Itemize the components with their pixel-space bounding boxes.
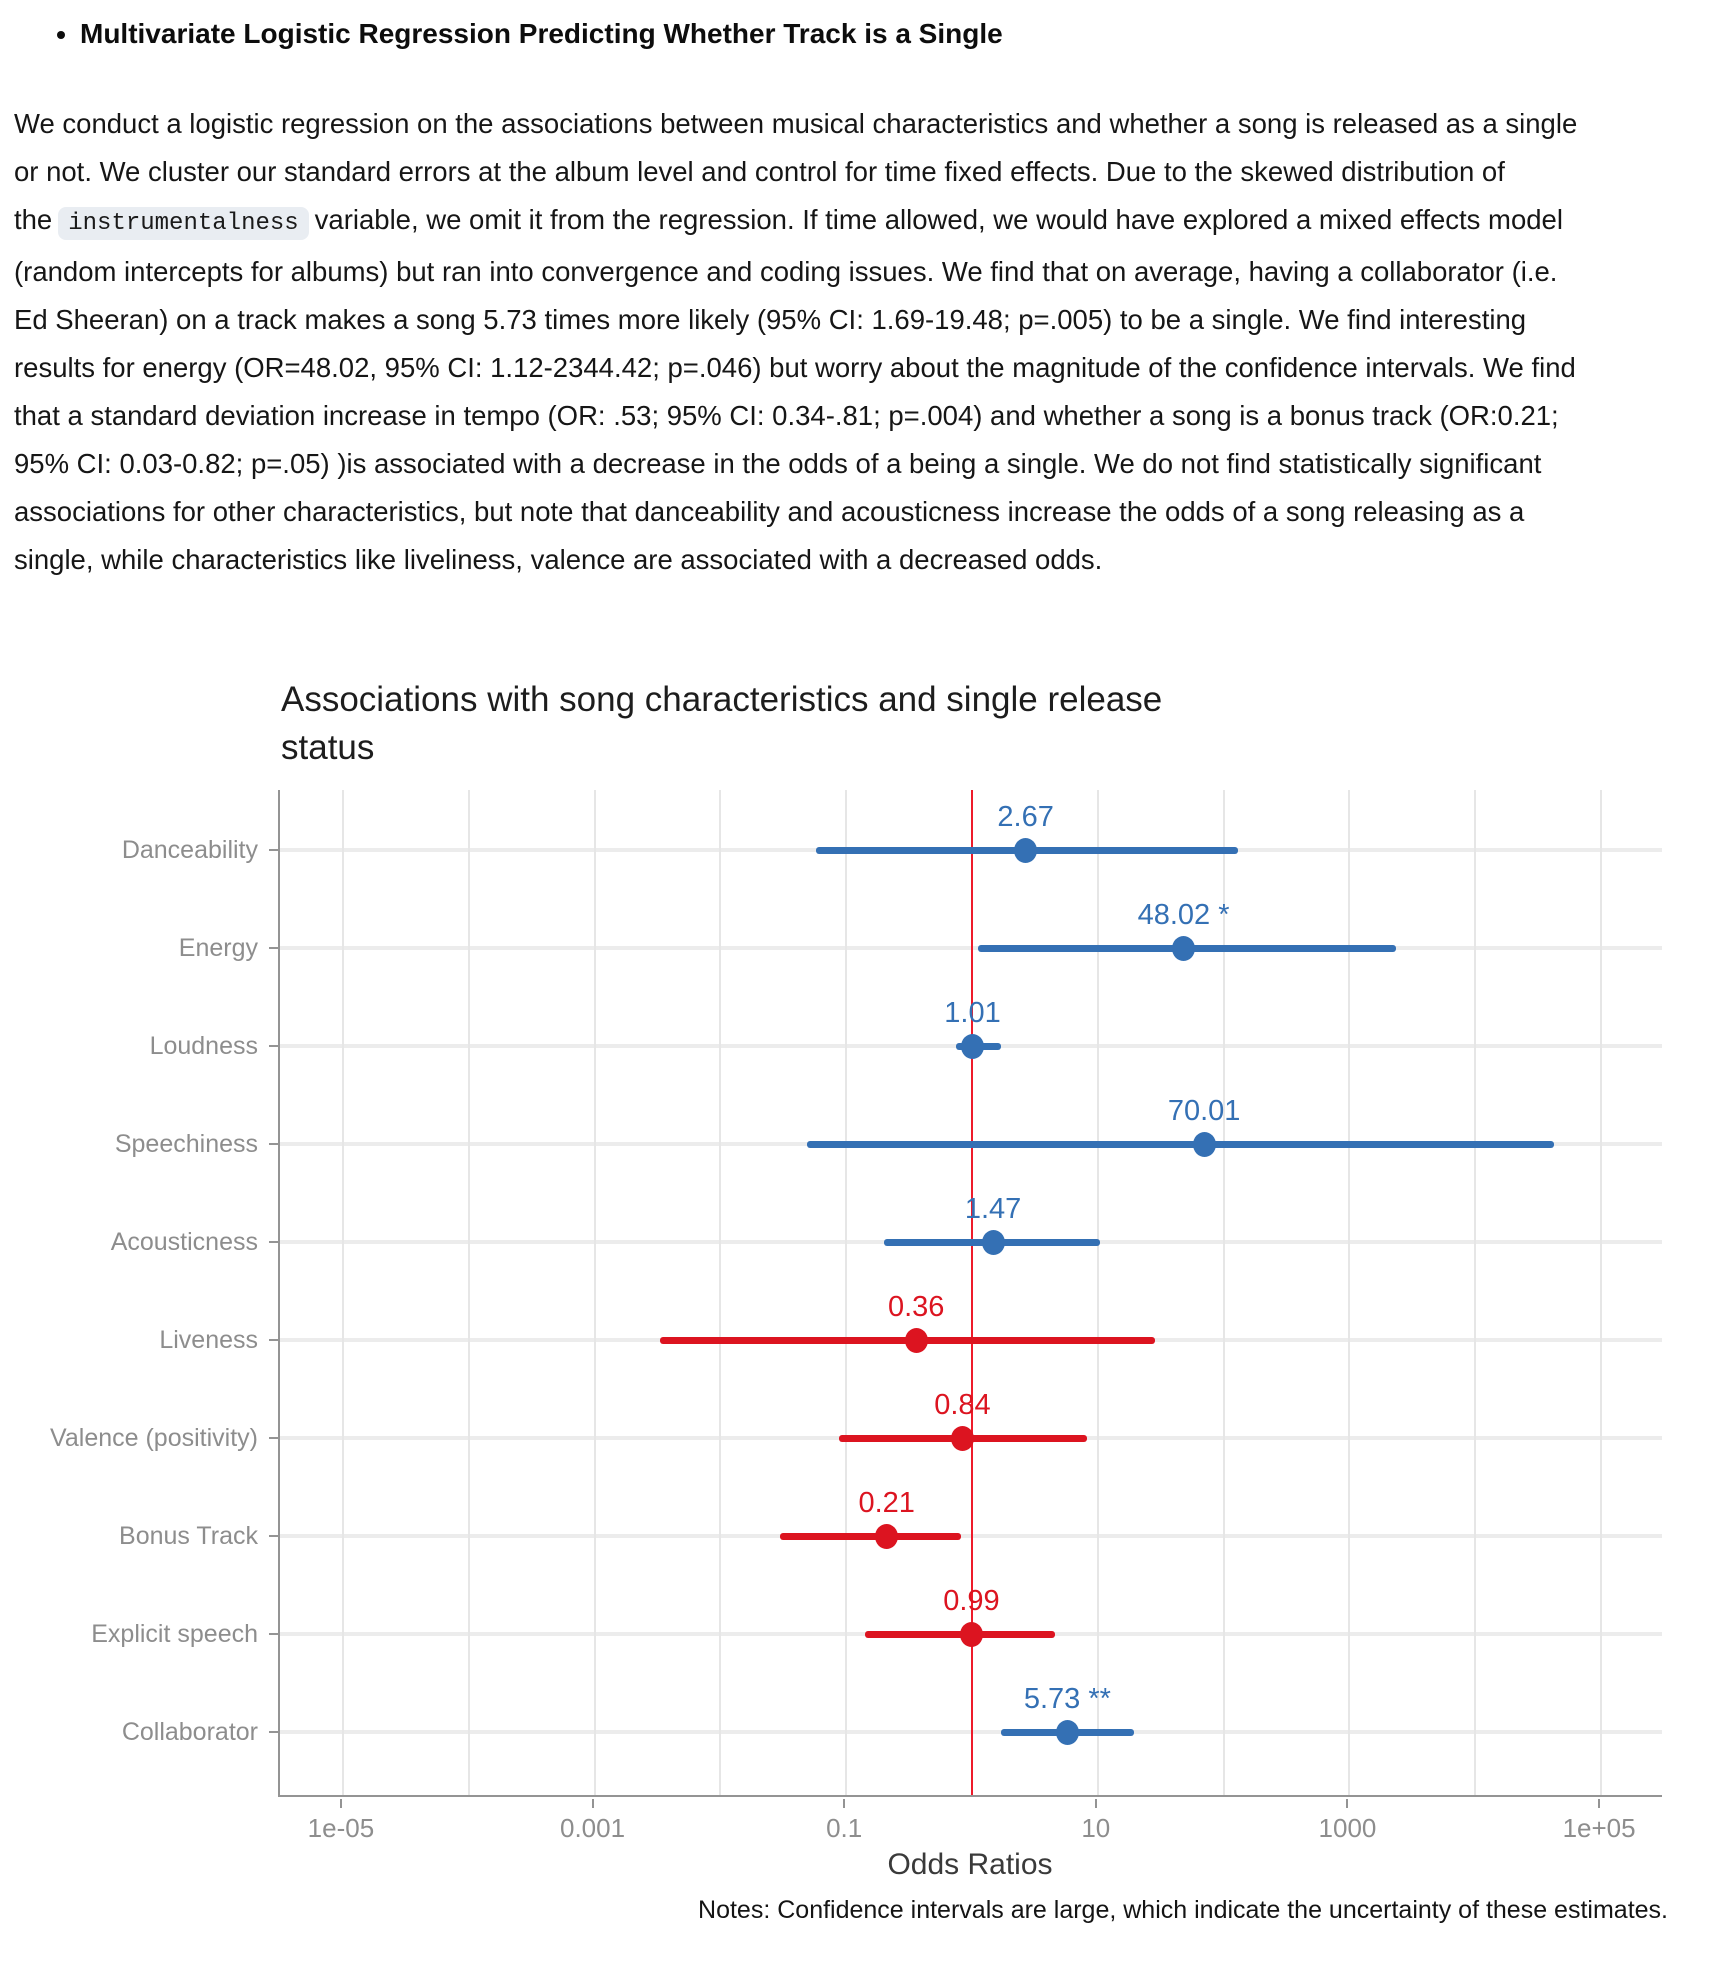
heading-list <box>24 14 1003 54</box>
y-axis-tick <box>269 1731 278 1733</box>
v-gridline <box>468 790 470 1795</box>
y-axis-tick <box>269 1143 278 1145</box>
or-value-label: 2.67 <box>997 801 1054 833</box>
or-point <box>1172 936 1195 961</box>
intro-paragraph <box>14 100 1586 584</box>
or-value-label: 70.01 <box>1167 1095 1241 1127</box>
y-axis-tick <box>269 1535 278 1537</box>
y-axis-tick <box>269 1437 278 1439</box>
or-point <box>982 1230 1005 1255</box>
y-axis-tick <box>269 1045 278 1047</box>
y-axis-tick-label: Energy <box>178 934 258 962</box>
v-gridline <box>594 790 596 1795</box>
y-axis-tick-label: Collaborator <box>121 1718 258 1746</box>
v-gridline <box>1097 790 1099 1795</box>
inline-code-instrumentalness: instrumentalness <box>58 207 308 240</box>
x-axis-tick <box>1095 1799 1097 1808</box>
y-axis-tick <box>269 947 278 949</box>
y-axis-tick <box>269 1241 278 1243</box>
or-value-label: 1.01 <box>944 997 1001 1029</box>
y-axis-tick <box>269 1633 278 1635</box>
y-axis-tick-label: Bonus Track <box>119 1522 258 1550</box>
y-axis-tick-label: Valence (positivity) <box>50 1424 258 1452</box>
v-gridline <box>342 790 344 1795</box>
or-point <box>875 1524 898 1549</box>
y-axis-tick-label: Explicit speech <box>91 1620 258 1648</box>
or-point <box>961 1034 984 1059</box>
ci-line <box>780 1533 961 1540</box>
y-axis-tick-label: Danceability <box>121 836 258 864</box>
or-point <box>960 1622 983 1647</box>
chart-title: Associations with song characteristics and single release status <box>281 680 1163 767</box>
y-axis-tick-label: Liveness <box>159 1326 258 1354</box>
x-axis-tick <box>340 1799 342 1808</box>
y-axis-tick-label: Acousticness <box>110 1228 258 1256</box>
section-heading: • Multivariate Logistic Regression Predicting Whether Track is a Single <box>80 14 1003 54</box>
or-value-label: 0.84 <box>934 1389 991 1421</box>
x-axis-tick <box>592 1799 594 1808</box>
y-axis-tick <box>269 849 278 851</box>
or-value-label: 5.73 ** <box>1023 1683 1111 1715</box>
x-axis-tick <box>1346 1799 1348 1808</box>
y-axis-tick-label: Loudness <box>149 1032 258 1060</box>
y-axis-tick <box>269 1339 278 1341</box>
or-point <box>905 1328 928 1353</box>
or-point <box>951 1426 974 1451</box>
or-value-label: 0.36 <box>887 1291 945 1323</box>
x-axis-tick-label: 10 <box>1081 1813 1111 1843</box>
x-axis-label: Odds Ratios <box>887 1848 1053 1881</box>
intro-text-part2: variable, we omit it from the regression. If time allowed, we would have explored a mixed effects model (random intercepts for albums) but ran into convergence and coding issues. We find that on average, having a collaborator (i.e. Ed Sheeran) on a track makes a song 5.73 times more likely (95% CI: 1.69-19.48; p=.005) to be a single. We find interesting results for energy (OR=48.02, 95% CI: 1.12-2344.42; p=.046) but worry about the magnitude of the confidence intervals. We find that a standard deviation increase in tempo (OR: .53; 95% CI: 0.34-.81; p=.004) and whether a song is a bonus track (OR:0.21; 95% CI: 0.03-0.82; p=.05) )is associated with a decrease in the odds of a being a single. We do not find statistically significant associations for other characteristics, but note that danceability and acousticness increase the odds of a song releasing as a single, while characteristics like liveliness, valence are associated with a decreased odds. <box>14 204 1576 575</box>
or-value-label: 0.99 <box>943 1585 1000 1617</box>
or-value-label: 48.02 * <box>1137 899 1230 931</box>
ci-line <box>807 1141 1553 1148</box>
x-axis-tick-label: 0.001 <box>560 1813 626 1843</box>
chart-caption: Notes: Confidence intervals are large, which indicate the uncertainty of these estimates. <box>698 1896 1668 1924</box>
chart-panel <box>278 790 1662 1797</box>
x-axis-tick-label: 1000 <box>1318 1813 1377 1843</box>
v-gridline <box>1474 790 1476 1795</box>
intro-text-part1: We conduct a logistic regression on the associations between musical characteristics and whether a song is released as a single or not. We cluster our standard errors at the album level and control for time fixed effects. Due to the skewed distribution of the <box>14 108 1578 235</box>
or-point <box>1056 1720 1079 1745</box>
or-value-label: 0.21 <box>858 1487 915 1519</box>
or-point <box>1193 1132 1216 1157</box>
or-point <box>1014 838 1037 863</box>
x-axis-tick <box>843 1799 845 1808</box>
x-axis-tick <box>1598 1799 1600 1808</box>
x-axis-tick-label: 1e+05 <box>1562 1813 1636 1843</box>
or-value-label: 1.47 <box>964 1193 1022 1225</box>
v-gridline <box>1600 790 1602 1795</box>
x-axis-tick-label: 1e-05 <box>307 1813 375 1843</box>
y-axis-tick-label: Speechiness <box>114 1130 258 1158</box>
v-gridline <box>1348 790 1350 1795</box>
x-axis-tick-label: 0.1 <box>826 1813 863 1843</box>
v-gridline <box>719 790 721 1795</box>
v-gridline <box>1223 790 1225 1795</box>
